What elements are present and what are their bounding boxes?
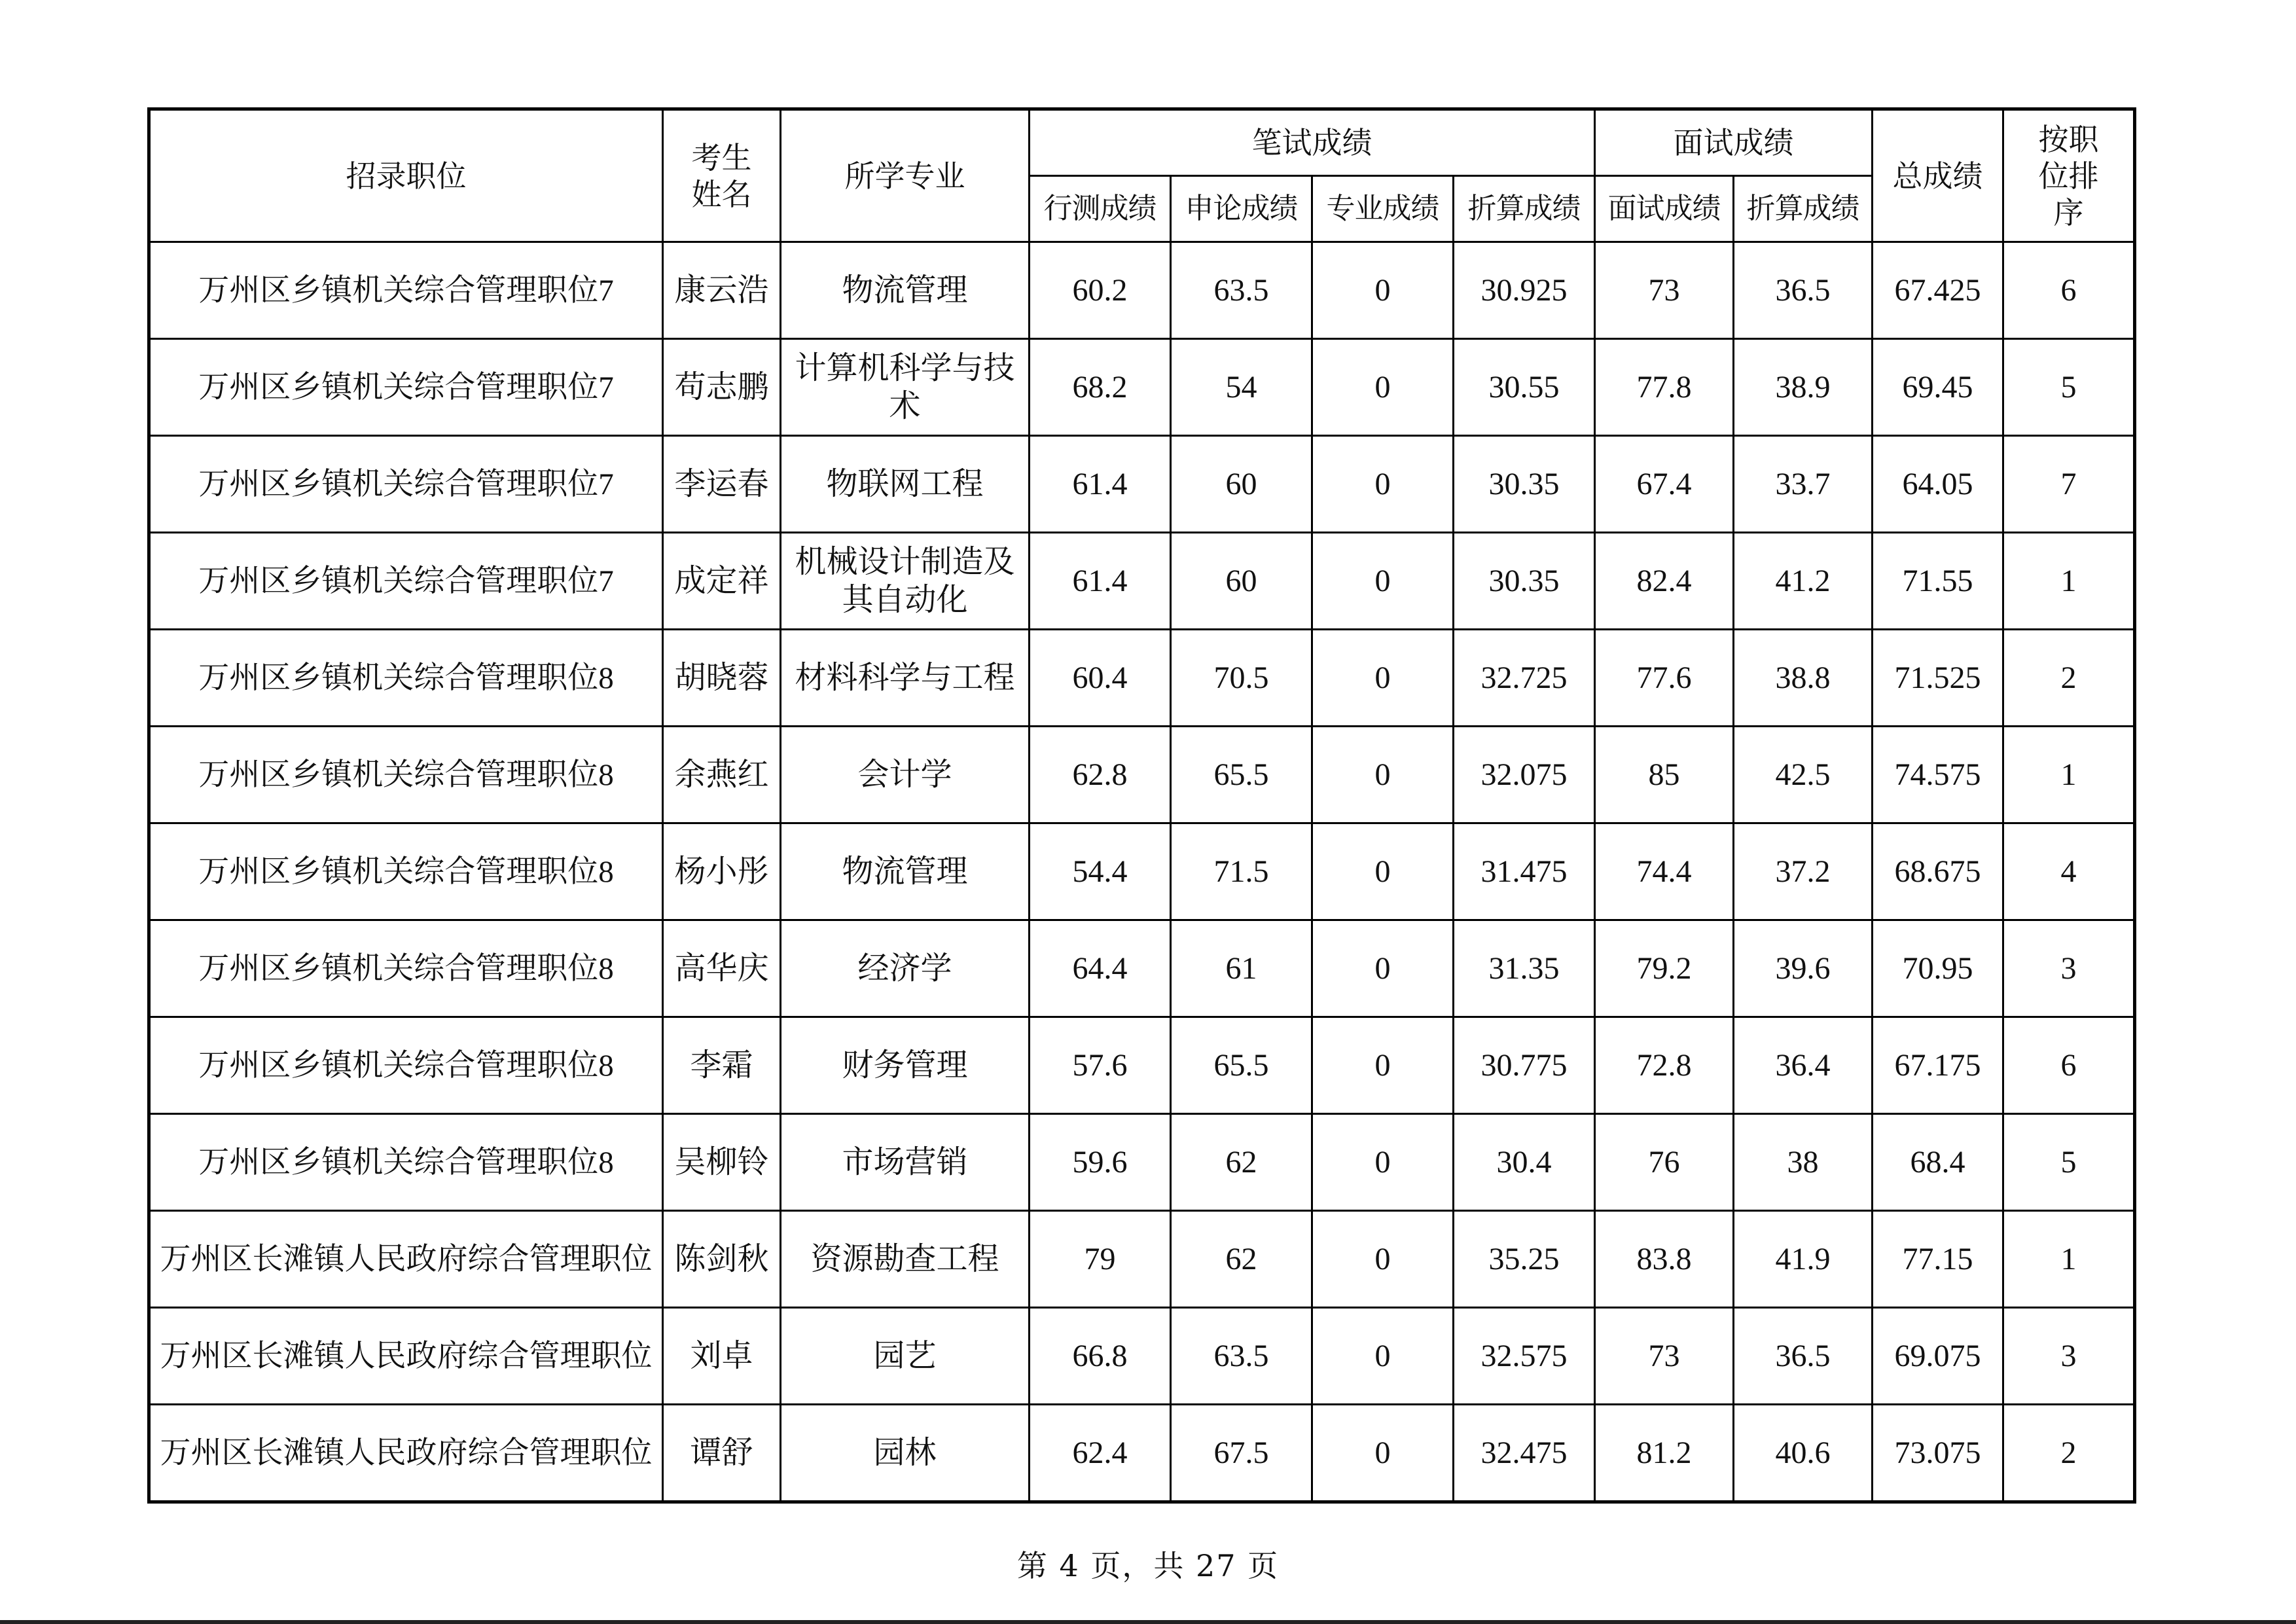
- cell-total: 74.575: [1873, 727, 2003, 823]
- cell-major: 经济学: [781, 920, 1030, 1017]
- score-table: [147, 107, 2136, 1504]
- cell-major: 计算机科学与技术: [781, 339, 1030, 436]
- cell-position: 万州区长滩镇人民政府综合管理职位: [149, 1211, 663, 1308]
- cell-major: 机械设计制造及其自动化: [781, 533, 1030, 630]
- cell-shenlun: 65.5: [1171, 1017, 1312, 1114]
- cell-xingce: 79: [1030, 1211, 1171, 1308]
- cell-rank: 1: [2003, 533, 2135, 630]
- table-row: [149, 242, 2135, 339]
- cell-written-converted: 32.575: [1454, 1308, 1595, 1405]
- cell-total: 67.425: [1873, 242, 2003, 339]
- cell-interview: 85: [1595, 727, 1734, 823]
- header-interview-converted: 折算成绩: [1734, 176, 1873, 242]
- cell-position: 万州区乡镇机关综合管理职位7: [149, 242, 663, 339]
- header-written-converted: 折算成绩: [1454, 176, 1595, 242]
- cell-interview-converted: 38: [1734, 1114, 1873, 1211]
- cell-shenlun: 62: [1171, 1114, 1312, 1211]
- cell-interview: 72.8: [1595, 1017, 1734, 1114]
- cell-major: 园林: [781, 1405, 1030, 1502]
- cell-written-converted: 31.475: [1454, 823, 1595, 920]
- cell-interview: 79.2: [1595, 920, 1734, 1017]
- cell-interview: 81.2: [1595, 1405, 1734, 1502]
- cell-name: 刘卓: [663, 1308, 781, 1405]
- cell-total: 77.15: [1873, 1211, 2003, 1308]
- header-position: 招录职位: [149, 109, 663, 242]
- cell-interview: 82.4: [1595, 533, 1734, 630]
- cell-rank: 4: [2003, 823, 2135, 920]
- cell-rank: 3: [2003, 920, 2135, 1017]
- table-row: [149, 630, 2135, 727]
- cell-total: 68.4: [1873, 1114, 2003, 1211]
- cell-interview-converted: 36.4: [1734, 1017, 1873, 1114]
- cell-written-converted: 31.35: [1454, 920, 1595, 1017]
- cell-xingce: 60.2: [1030, 242, 1171, 339]
- table-row: [149, 1017, 2135, 1114]
- cell-xingce: 59.6: [1030, 1114, 1171, 1211]
- cell-xingce: 60.4: [1030, 630, 1171, 727]
- table-row: [149, 436, 2135, 533]
- cell-rank: 1: [2003, 727, 2135, 823]
- cell-position: 万州区乡镇机关综合管理职位7: [149, 533, 663, 630]
- table-row: [149, 1405, 2135, 1502]
- cell-zhuanye: 0: [1312, 533, 1454, 630]
- cell-zhuanye: 0: [1312, 823, 1454, 920]
- table-row: [149, 727, 2135, 823]
- table-row: [149, 1211, 2135, 1308]
- cell-shenlun: 60: [1171, 533, 1312, 630]
- cell-interview-converted: 37.2: [1734, 823, 1873, 920]
- cell-name: 胡晓蓉: [663, 630, 781, 727]
- cell-major: 资源勘查工程: [781, 1211, 1030, 1308]
- cell-interview-converted: 40.6: [1734, 1405, 1873, 1502]
- cell-position: 万州区乡镇机关综合管理职位8: [149, 1017, 663, 1114]
- cell-written-converted: 30.35: [1454, 436, 1595, 533]
- cell-position: 万州区乡镇机关综合管理职位8: [149, 823, 663, 920]
- header-total: 总成绩: [1873, 109, 2003, 242]
- cell-written-converted: 35.25: [1454, 1211, 1595, 1308]
- cell-name: 成定祥: [663, 533, 781, 630]
- cell-major: 材料科学与工程: [781, 630, 1030, 727]
- cell-interview: 74.4: [1595, 823, 1734, 920]
- header-row-top: [149, 109, 2135, 176]
- cell-major: 物联网工程: [781, 436, 1030, 533]
- cell-position: 万州区乡镇机关综合管理职位8: [149, 727, 663, 823]
- cell-shenlun: 70.5: [1171, 630, 1312, 727]
- cell-total: 73.075: [1873, 1405, 2003, 1502]
- cell-total: 64.05: [1873, 436, 2003, 533]
- cell-written-converted: 30.55: [1454, 339, 1595, 436]
- cell-zhuanye: 0: [1312, 1017, 1454, 1114]
- cell-interview-converted: 41.2: [1734, 533, 1873, 630]
- cell-written-converted: 32.075: [1454, 727, 1595, 823]
- table-row: [149, 1308, 2135, 1405]
- header-written-shenlun: 申论成绩: [1171, 176, 1312, 242]
- cell-zhuanye: 0: [1312, 436, 1454, 533]
- header-written-xingce: 行测成绩: [1030, 176, 1171, 242]
- cell-major: 市场营销: [781, 1114, 1030, 1211]
- cell-rank: 5: [2003, 1114, 2135, 1211]
- cell-xingce: 66.8: [1030, 1308, 1171, 1405]
- cell-zhuanye: 0: [1312, 727, 1454, 823]
- cell-rank: 6: [2003, 242, 2135, 339]
- cell-shenlun: 63.5: [1171, 1308, 1312, 1405]
- cell-total: 67.175: [1873, 1017, 2003, 1114]
- table-body: [149, 242, 2135, 1502]
- cell-major: 园艺: [781, 1308, 1030, 1405]
- cell-name: 陈剑秋: [663, 1211, 781, 1308]
- cell-rank: 7: [2003, 436, 2135, 533]
- cell-name: 康云浩: [663, 242, 781, 339]
- cell-zhuanye: 0: [1312, 1211, 1454, 1308]
- table-row: [149, 823, 2135, 920]
- header-written-zhuanye: 专业成绩: [1312, 176, 1454, 242]
- cell-interview: 73: [1595, 1308, 1734, 1405]
- cell-interview: 67.4: [1595, 436, 1734, 533]
- cell-interview-converted: 41.9: [1734, 1211, 1873, 1308]
- cell-major: 会计学: [781, 727, 1030, 823]
- cell-rank: 1: [2003, 1211, 2135, 1308]
- cell-xingce: 61.4: [1030, 533, 1171, 630]
- cell-xingce: 62.4: [1030, 1405, 1171, 1502]
- cell-position: 万州区乡镇机关综合管理职位8: [149, 630, 663, 727]
- cell-shenlun: 60: [1171, 436, 1312, 533]
- cell-position: 万州区长滩镇人民政府综合管理职位: [149, 1405, 663, 1502]
- cell-shenlun: 65.5: [1171, 727, 1312, 823]
- cell-rank: 5: [2003, 339, 2135, 436]
- cell-shenlun: 71.5: [1171, 823, 1312, 920]
- cell-interview-converted: 36.5: [1734, 1308, 1873, 1405]
- header-rank: 按职位排序: [2003, 109, 2135, 242]
- cell-written-converted: 30.775: [1454, 1017, 1595, 1114]
- cell-shenlun: 61: [1171, 920, 1312, 1017]
- cell-name: 余燕红: [663, 727, 781, 823]
- cell-name: 谭舒: [663, 1405, 781, 1502]
- header-written-group: 笔试成绩: [1030, 109, 1595, 176]
- cell-name: 苟志鹏: [663, 339, 781, 436]
- cell-position: 万州区乡镇机关综合管理职位7: [149, 436, 663, 533]
- table-row: [149, 339, 2135, 436]
- cell-interview-converted: 42.5: [1734, 727, 1873, 823]
- cell-shenlun: 62: [1171, 1211, 1312, 1308]
- cell-total: 69.075: [1873, 1308, 2003, 1405]
- cell-xingce: 68.2: [1030, 339, 1171, 436]
- cell-written-converted: 32.725: [1454, 630, 1595, 727]
- table-row: [149, 920, 2135, 1017]
- cell-interview-converted: 38.8: [1734, 630, 1873, 727]
- cell-interview-converted: 33.7: [1734, 436, 1873, 533]
- cell-zhuanye: 0: [1312, 1308, 1454, 1405]
- cell-name: 吴柳铃: [663, 1114, 781, 1211]
- cell-position: 万州区乡镇机关综合管理职位8: [149, 920, 663, 1017]
- cell-xingce: 57.6: [1030, 1017, 1171, 1114]
- cell-zhuanye: 0: [1312, 339, 1454, 436]
- cell-name: 杨小彤: [663, 823, 781, 920]
- cell-zhuanye: 0: [1312, 920, 1454, 1017]
- cell-interview: 73: [1595, 242, 1734, 339]
- cell-rank: 2: [2003, 630, 2135, 727]
- cell-shenlun: 54: [1171, 339, 1312, 436]
- cell-zhuanye: 0: [1312, 1405, 1454, 1502]
- cell-major: 物流管理: [781, 242, 1030, 339]
- cell-xingce: 61.4: [1030, 436, 1171, 533]
- cell-total: 70.95: [1873, 920, 2003, 1017]
- cell-rank: 6: [2003, 1017, 2135, 1114]
- cell-shenlun: 63.5: [1171, 242, 1312, 339]
- cell-major: 物流管理: [781, 823, 1030, 920]
- cell-xingce: 54.4: [1030, 823, 1171, 920]
- cell-xingce: 64.4: [1030, 920, 1171, 1017]
- cell-interview: 76: [1595, 1114, 1734, 1211]
- cell-rank: 2: [2003, 1405, 2135, 1502]
- cell-interview-converted: 36.5: [1734, 242, 1873, 339]
- cell-total: 71.55: [1873, 533, 2003, 630]
- header-major: 所学专业: [781, 109, 1030, 242]
- cell-total: 68.675: [1873, 823, 2003, 920]
- cell-written-converted: 30.925: [1454, 242, 1595, 339]
- header-interview-group: 面试成绩: [1595, 109, 1873, 176]
- cell-written-converted: 30.35: [1454, 533, 1595, 630]
- cell-position: 万州区长滩镇人民政府综合管理职位: [149, 1308, 663, 1405]
- header-interview-score: 面试成绩: [1595, 176, 1734, 242]
- table-header: [149, 109, 2135, 242]
- cell-interview-converted: 38.9: [1734, 339, 1873, 436]
- cell-interview: 83.8: [1595, 1211, 1734, 1308]
- cell-position: 万州区乡镇机关综合管理职位8: [149, 1114, 663, 1211]
- table-row: [149, 1114, 2135, 1211]
- cell-zhuanye: 0: [1312, 1114, 1454, 1211]
- cell-zhuanye: 0: [1312, 630, 1454, 727]
- cell-written-converted: 32.475: [1454, 1405, 1595, 1502]
- table-row: [149, 533, 2135, 630]
- cell-name: 李运春: [663, 436, 781, 533]
- cell-name: 高华庆: [663, 920, 781, 1017]
- cell-written-converted: 30.4: [1454, 1114, 1595, 1211]
- cell-major: 财务管理: [781, 1017, 1030, 1114]
- cell-rank: 3: [2003, 1308, 2135, 1405]
- page-number-footer: 第 4 页，共 27 页: [1016, 1548, 1280, 1583]
- header-name: 考生姓名: [663, 109, 781, 242]
- cell-total: 69.45: [1873, 339, 2003, 436]
- cell-name: 李霜: [663, 1017, 781, 1114]
- cell-interview: 77.6: [1595, 630, 1734, 727]
- cell-xingce: 62.8: [1030, 727, 1171, 823]
- cell-interview: 77.8: [1595, 339, 1734, 436]
- cell-total: 71.525: [1873, 630, 2003, 727]
- cell-zhuanye: 0: [1312, 242, 1454, 339]
- page-bottom-edge: [0, 1620, 2296, 1624]
- cell-shenlun: 67.5: [1171, 1405, 1312, 1502]
- cell-interview-converted: 39.6: [1734, 920, 1873, 1017]
- cell-position: 万州区乡镇机关综合管理职位7: [149, 339, 663, 436]
